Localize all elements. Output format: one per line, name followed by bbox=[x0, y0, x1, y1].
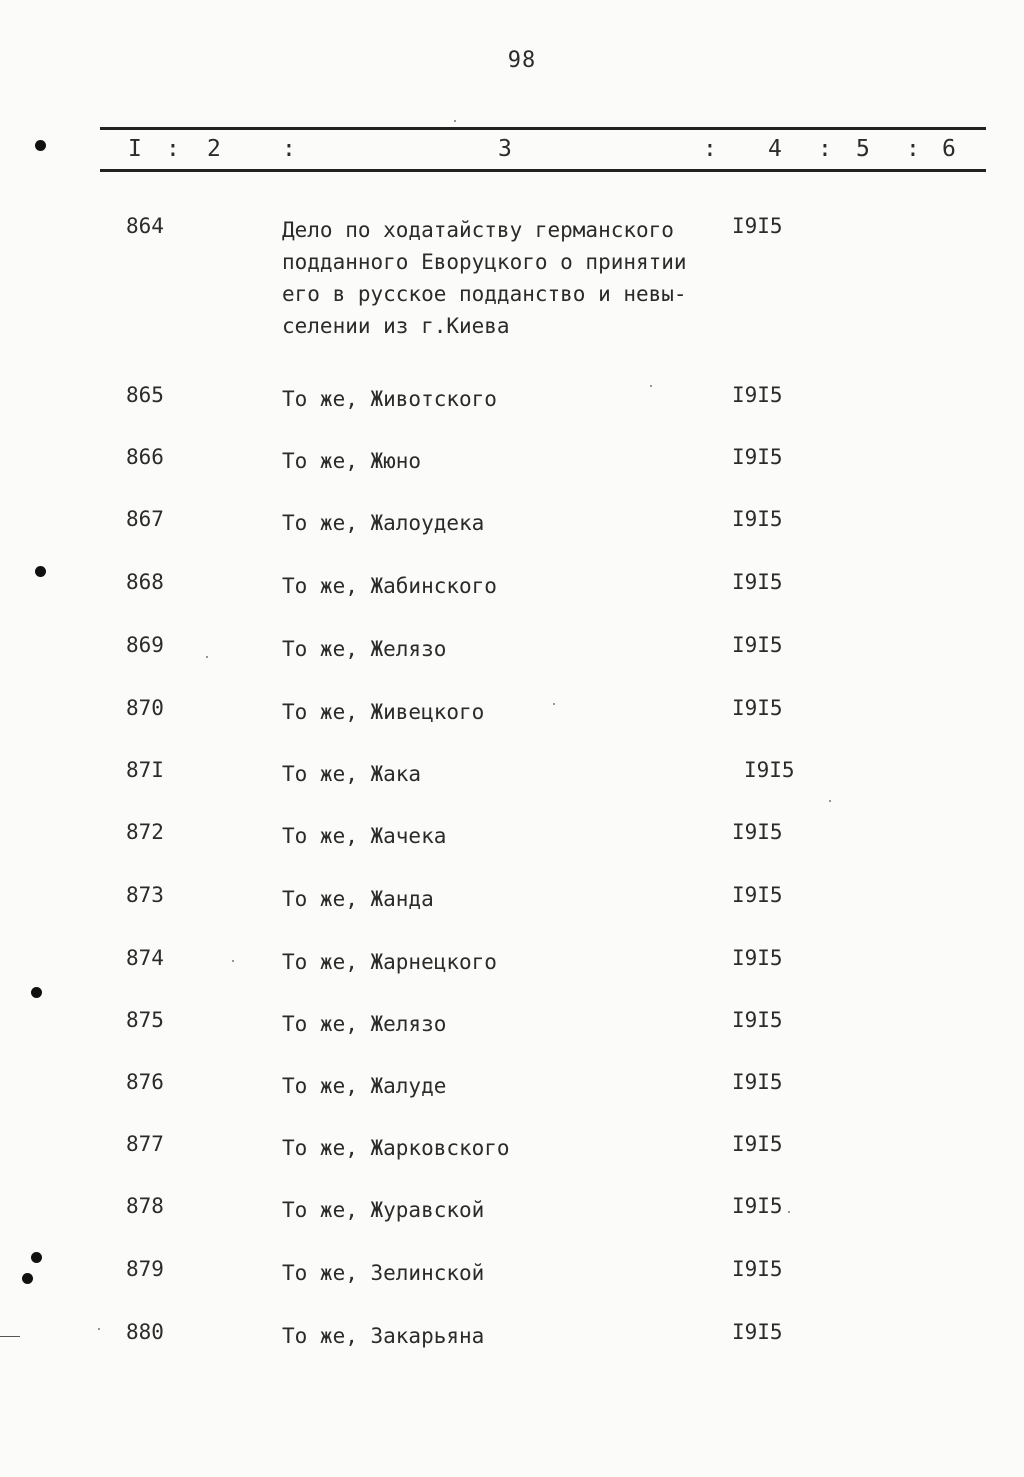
case-number: 864 bbox=[126, 214, 164, 238]
case-description: То же, Зелинской bbox=[282, 1261, 485, 1285]
scan-speck bbox=[232, 960, 234, 962]
case-year: I9I5 bbox=[732, 214, 783, 238]
case-description: То же, Жанда bbox=[282, 887, 434, 911]
table-top-rule bbox=[100, 127, 986, 130]
scan-speck bbox=[454, 120, 456, 122]
punch-hole bbox=[22, 1273, 33, 1284]
case-number: 876 bbox=[126, 1070, 164, 1094]
case-year: I9I5 bbox=[732, 1257, 783, 1281]
scan-speck bbox=[650, 385, 652, 387]
header-col-4: 4 bbox=[768, 136, 782, 162]
case-description: То же, Жалоудека bbox=[282, 511, 485, 535]
header-col-3: 3 bbox=[498, 136, 512, 162]
punch-hole bbox=[35, 140, 46, 151]
case-year: I9I5 bbox=[732, 570, 783, 594]
scan-speck bbox=[829, 800, 831, 802]
case-number: 877 bbox=[126, 1132, 164, 1156]
header-separator: : bbox=[166, 136, 180, 162]
margin-mark bbox=[0, 1336, 20, 1337]
case-description: Дело по ходатайству германского подданного Еворуцкого о принятии его в русское подданство и невы- селении из г.Киева bbox=[282, 218, 687, 338]
case-year: I9I5 bbox=[732, 1132, 783, 1156]
case-number: 868 bbox=[126, 570, 164, 594]
case-description: То же, Жарнецкого bbox=[282, 950, 497, 974]
case-description: То же, Животского bbox=[282, 387, 497, 411]
case-description: То же, Желязо bbox=[282, 1012, 447, 1036]
table-header-rule bbox=[100, 169, 986, 172]
case-number: 880 bbox=[126, 1320, 164, 1344]
scan-speck bbox=[553, 703, 555, 705]
case-description: То же, Жалуде bbox=[282, 1074, 447, 1098]
case-number: 865 bbox=[126, 383, 164, 407]
header-col-1: I bbox=[128, 136, 142, 162]
scan-speck bbox=[206, 656, 208, 658]
scan-speck bbox=[98, 1328, 100, 1330]
table-header bbox=[0, 136, 1024, 168]
case-number: 867 bbox=[126, 507, 164, 531]
case-year: I9I5 bbox=[732, 946, 783, 970]
case-number: 869 bbox=[126, 633, 164, 657]
scan-speck bbox=[788, 1211, 790, 1213]
case-description: То же, Жарковского bbox=[282, 1136, 510, 1160]
case-number: 874 bbox=[126, 946, 164, 970]
case-number: 866 bbox=[126, 445, 164, 469]
case-year: I9I5 bbox=[732, 445, 783, 469]
punch-hole bbox=[31, 987, 42, 998]
case-description: То же, Живецкого bbox=[282, 700, 485, 724]
case-description: То же, Жачека bbox=[282, 824, 447, 848]
case-description: То же, Закарьяна bbox=[282, 1324, 485, 1348]
case-number: 870 bbox=[126, 696, 164, 720]
case-year: I9I5 bbox=[732, 1320, 783, 1344]
case-description: То же, Жюно bbox=[282, 449, 422, 473]
punch-hole bbox=[31, 1252, 42, 1263]
case-number: 875 bbox=[126, 1008, 164, 1032]
header-separator: : bbox=[818, 136, 832, 162]
case-year: I9I5 bbox=[732, 1070, 783, 1094]
case-year: I9I5 bbox=[732, 633, 783, 657]
case-year: I9I5 bbox=[732, 507, 783, 531]
case-number: 879 bbox=[126, 1257, 164, 1281]
header-col-5: 5 bbox=[856, 136, 870, 162]
case-year: I9I5 bbox=[732, 820, 783, 844]
page-number: 98 bbox=[507, 48, 537, 73]
case-year: I9I5 bbox=[732, 1194, 783, 1218]
case-description: То же, Жабинского bbox=[282, 574, 497, 598]
case-description: То же, Желязо bbox=[282, 637, 447, 661]
header-col-2: 2 bbox=[207, 136, 221, 162]
case-year: I9I5 bbox=[732, 1008, 783, 1032]
header-separator: : bbox=[906, 136, 920, 162]
header-col-6: 6 bbox=[942, 136, 956, 162]
header-separator: : bbox=[703, 136, 717, 162]
case-year: I9I5 bbox=[744, 758, 795, 782]
case-year: I9I5 bbox=[732, 383, 783, 407]
case-year: I9I5 bbox=[732, 883, 783, 907]
case-description: То же, Жака bbox=[282, 762, 422, 786]
case-number: 872 bbox=[126, 820, 164, 844]
case-number: 878 bbox=[126, 1194, 164, 1218]
case-description: То же, Журавской bbox=[282, 1198, 485, 1222]
case-number: 873 bbox=[126, 883, 164, 907]
punch-hole bbox=[35, 566, 46, 577]
case-year: I9I5 bbox=[732, 696, 783, 720]
header-separator: : bbox=[282, 136, 296, 162]
case-number: 87I bbox=[126, 758, 164, 782]
